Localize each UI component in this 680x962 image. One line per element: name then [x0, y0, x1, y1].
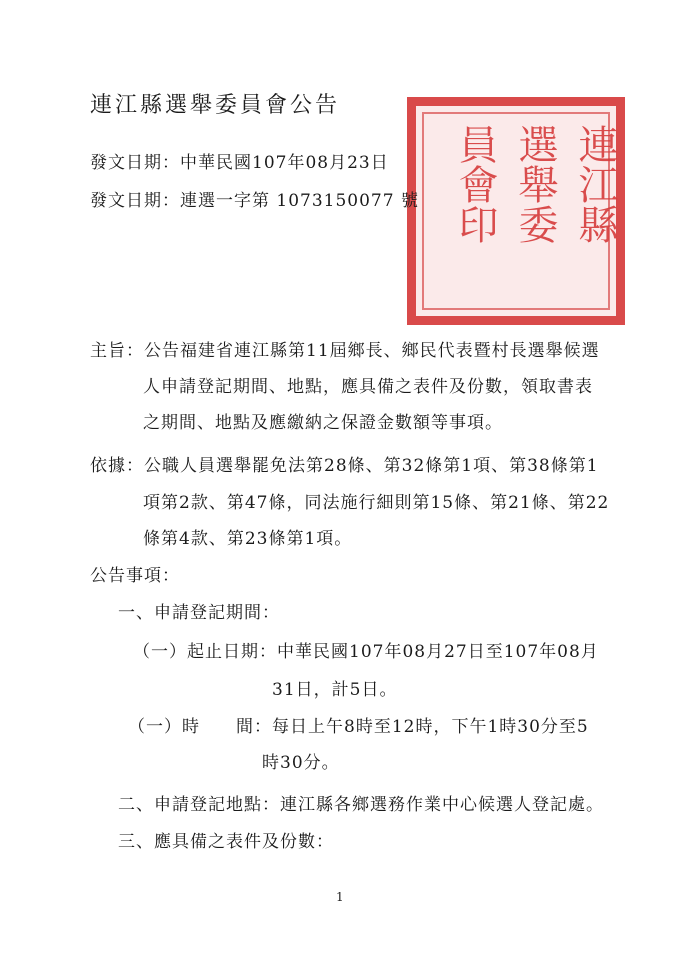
- seal-column-3: 員會印: [452, 124, 498, 244]
- item-1-sub-1-line-2: 31日，計5日。: [272, 680, 398, 700]
- official-seal: [407, 97, 625, 325]
- seal-column-2: 選舉委: [512, 124, 558, 244]
- item-1-sub-2-line-2: 時30分。: [262, 753, 340, 773]
- basis-line-2: 項第2款、第47條，同法施行細則第15條、第21條、第22: [143, 493, 610, 513]
- announcement-heading: 公告事項：: [90, 566, 180, 586]
- page-number: 1: [336, 890, 344, 904]
- subject-line-2: 人申請登記期間、地點，應具備之表件及份數，領取書表: [143, 377, 593, 397]
- item-2: 二、申請登記地點：連江縣各鄉選務作業中心候選人登記處。: [118, 795, 604, 815]
- item-1-sub-2-line-1: （一）時 間：每日上午8時至12時，下午1時30分至5: [128, 717, 589, 737]
- item-1-sub-1-line-1: （一）起止日期：中華民國107年08月27日至107年08月: [133, 642, 599, 662]
- subject-line-1: 主旨：公告福建省連江縣第11屆鄉長、鄉民代表暨村長選舉候選: [90, 341, 600, 361]
- document-title: 連江縣選舉委員會公告: [90, 93, 341, 118]
- basis-line-1: 依據：公職人員選舉罷免法第28條、第32條第1項、第38條第1: [90, 456, 599, 476]
- item-3-heading: 三、應具備之表件及份數：: [118, 832, 334, 852]
- issue-date: 發文日期：中華民國107年08月23日: [90, 153, 389, 173]
- document-number: 發文日期：連選一字第 1073150077 號: [90, 191, 419, 211]
- subject-line-3: 之期間、地點及應繳納之保證金數額等事項。: [143, 413, 503, 433]
- item-1-heading: 一、申請登記期間：: [118, 603, 280, 623]
- basis-line-3: 條第4款、第23條第1項。: [143, 529, 353, 549]
- seal-column-1: 連江縣: [572, 124, 618, 244]
